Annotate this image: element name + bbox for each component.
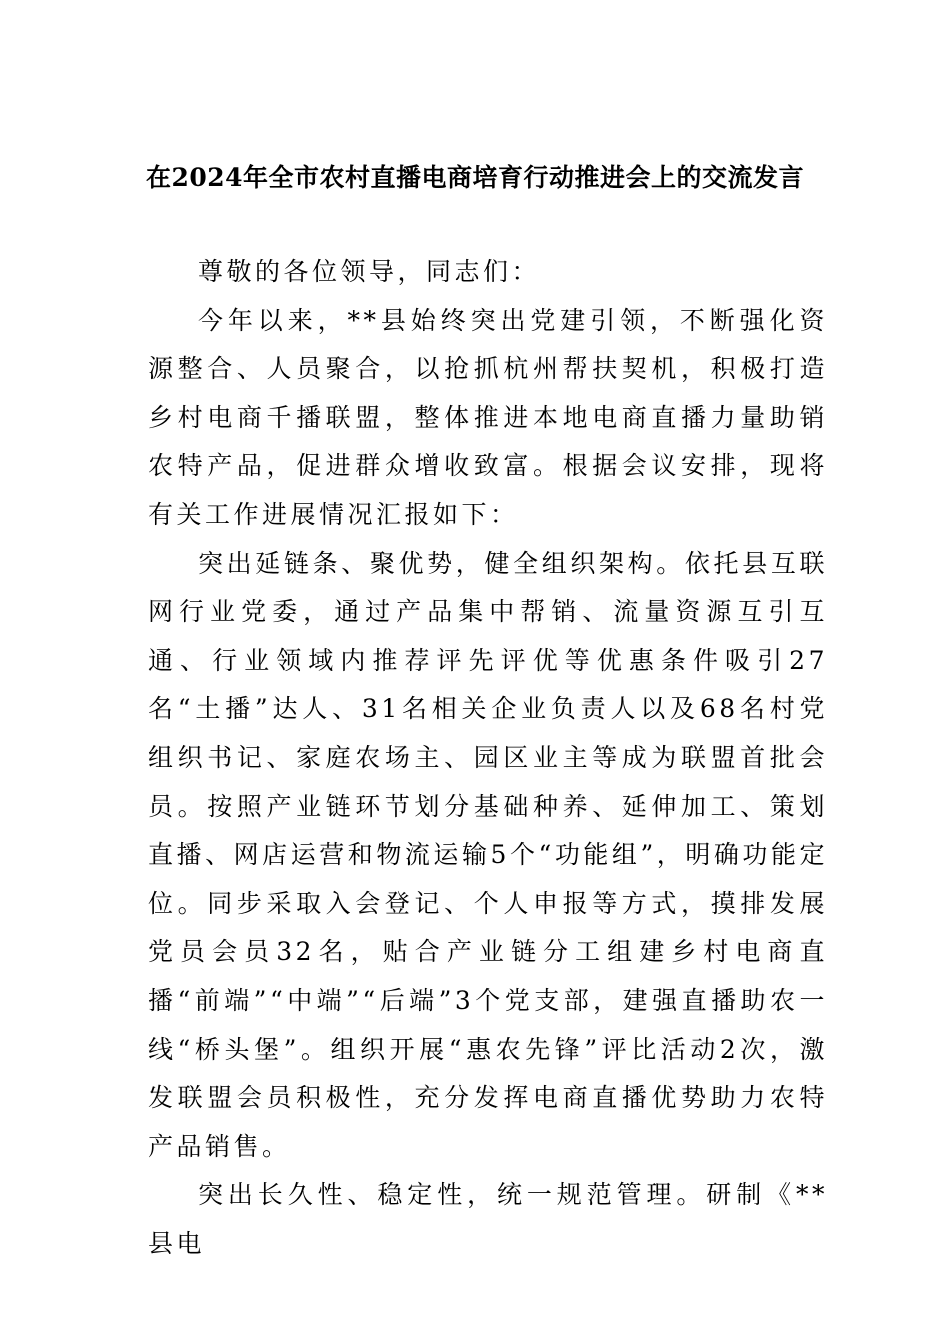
document-body xyxy=(148,248,828,1268)
salutation-paragraph: 尊敬的各位领导，同志们： xyxy=(198,257,541,286)
intro-paragraph: 今年以来，**县始终突出党建引领，不断强化资源整合、人员聚合，以抢抓杭州帮扶契机，积极打造乡村电商千播联盟，整体推进本地电商直播力量助销农特产品，促进群众增收致富。根据会议安排，现将有关工作进展情况汇报如下： xyxy=(148,305,828,529)
document-title: 在2024年全市农村直播电商培育行动推进会上的交流发言 xyxy=(145,163,805,192)
organization-paragraph: 突出延链条、聚优势，健全组织架构。依托县互联网行业党委，通过产品集中帮销、流量资源互引互通、行业领域内推荐评先评优等优惠条件吸引27名“土播”达人、31名相关企业负责人以及68名村党组织书记、家庭农场主、园区业主等成为联盟首批会员。按照产业链环节划分基础种养、延伸加工、策划直播、网店运营和物流运输5个“功能组”，明确功能定位。同步采取入会登记、个人申报等方式，摸排发展党员会员32名，贴合产业链分工组建乡村电商直播“前端”“中端”“后端”3个党支部，建强直播助农一线“桥头堡”。组织开展“惠农先锋”评比活动2次，激发联盟会员积极性，充分发挥电商直播优势助力农特产品销售。 xyxy=(148,548,828,1161)
management-paragraph: 突出长久性、稳定性，统一规范管理。研制《**县电 xyxy=(148,1180,828,1258)
